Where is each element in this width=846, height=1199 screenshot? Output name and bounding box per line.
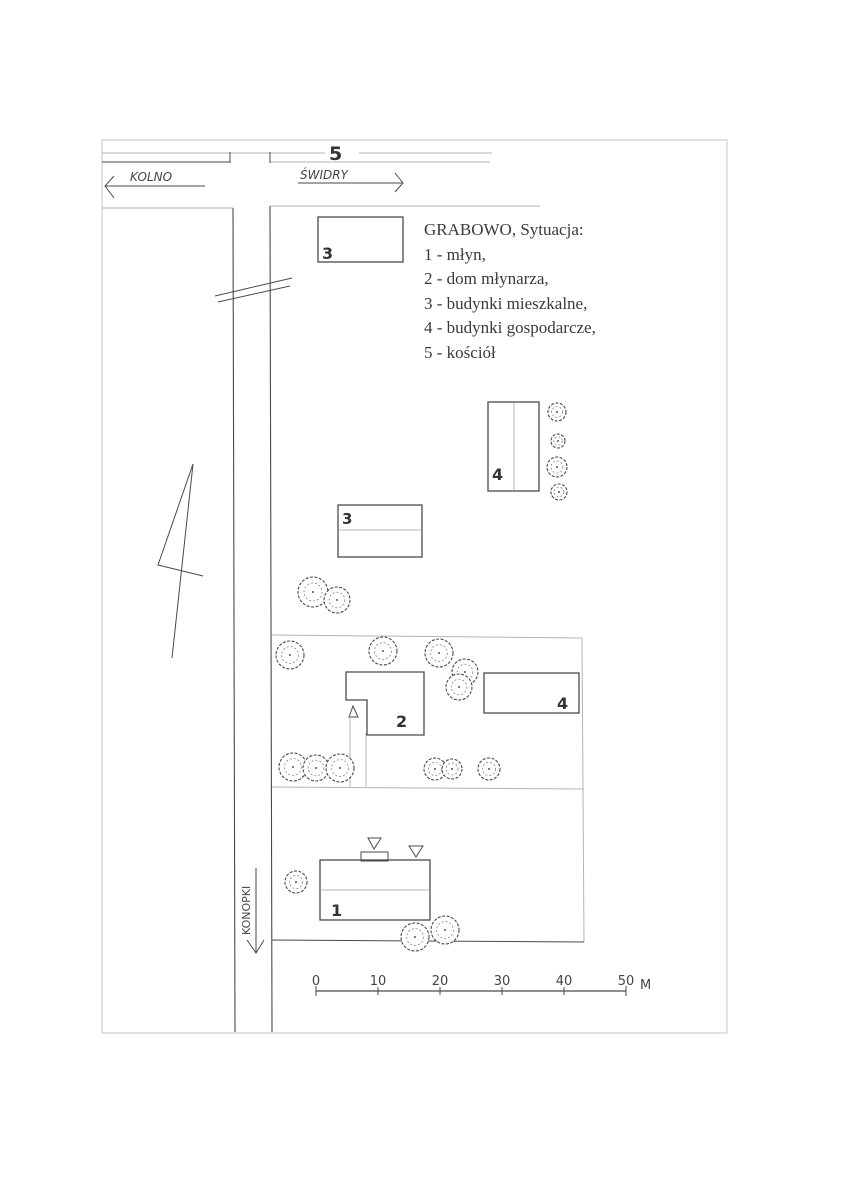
scale-tick-label: 10 — [369, 974, 387, 989]
swidry-label: ŚWIDRY — [300, 168, 348, 182]
swidry-arrow — [298, 167, 403, 192]
kolno-label: KOLNO — [130, 170, 173, 184]
tree-icon — [285, 871, 307, 893]
farm-building-mid — [484, 673, 579, 713]
tree-icon — [547, 457, 567, 477]
residential-building-top — [318, 217, 403, 263]
miller-house-building — [346, 672, 424, 735]
legend-item: 5 - kościół — [424, 342, 496, 362]
legend — [424, 218, 596, 365]
scale-tick-label: 50 — [617, 974, 635, 989]
north-arrow-icon — [158, 464, 203, 658]
building-1-number: 1 — [331, 901, 343, 920]
tree-icon — [298, 577, 328, 607]
legend-item: 1 - młyn, — [424, 244, 486, 264]
mill-building — [320, 838, 430, 920]
tree-icon — [431, 916, 459, 944]
tree-icon — [548, 403, 566, 421]
building-4-top-number: 4 — [492, 465, 504, 484]
building-3-top-number: 3 — [322, 244, 334, 263]
tree-icon — [478, 758, 500, 780]
sheet-frame — [102, 140, 727, 1033]
scale-tick-label: 30 — [493, 974, 511, 989]
tree-icon — [401, 923, 429, 951]
tree-icon — [326, 754, 354, 782]
top-road — [102, 152, 492, 163]
tree-icon — [303, 755, 329, 781]
church-number: 5 — [329, 143, 343, 165]
scale-tick-label: 0 — [311, 974, 321, 989]
property-boundaries — [272, 635, 584, 942]
building-3-mid-number: 3 — [342, 510, 353, 528]
scale-bar — [312, 974, 651, 996]
tree-icon — [551, 484, 567, 500]
tree-icon — [425, 639, 453, 667]
konopki-label: KONOPKI — [240, 885, 253, 935]
residential-building-mid — [338, 505, 422, 557]
tree-icon — [442, 759, 462, 779]
tree-icon — [276, 641, 304, 669]
legend-item: 3 - budynki mieszkalne, — [424, 293, 588, 313]
tree-icon — [446, 674, 472, 700]
church-building — [325, 141, 359, 165]
scale-unit: M — [640, 978, 652, 993]
legend-item: 4 - budynki gospodarcze, — [424, 318, 596, 337]
legend-item: 2 - dom młynarza, — [424, 269, 549, 288]
kolno-arrow — [105, 170, 205, 198]
legend-title: GRABOWO, Sytuacja: — [424, 220, 584, 239]
scale-tick-label: 20 — [431, 974, 449, 989]
building-4-mid-number: 4 — [557, 694, 569, 713]
scale-tick-label: 40 — [555, 974, 573, 989]
farm-building-top — [488, 402, 539, 491]
tree-icon — [551, 434, 565, 448]
tree-icon — [369, 637, 397, 665]
building-2-number: 2 — [396, 712, 408, 731]
konopki-arrow — [240, 868, 264, 953]
tree-icon — [324, 587, 350, 613]
